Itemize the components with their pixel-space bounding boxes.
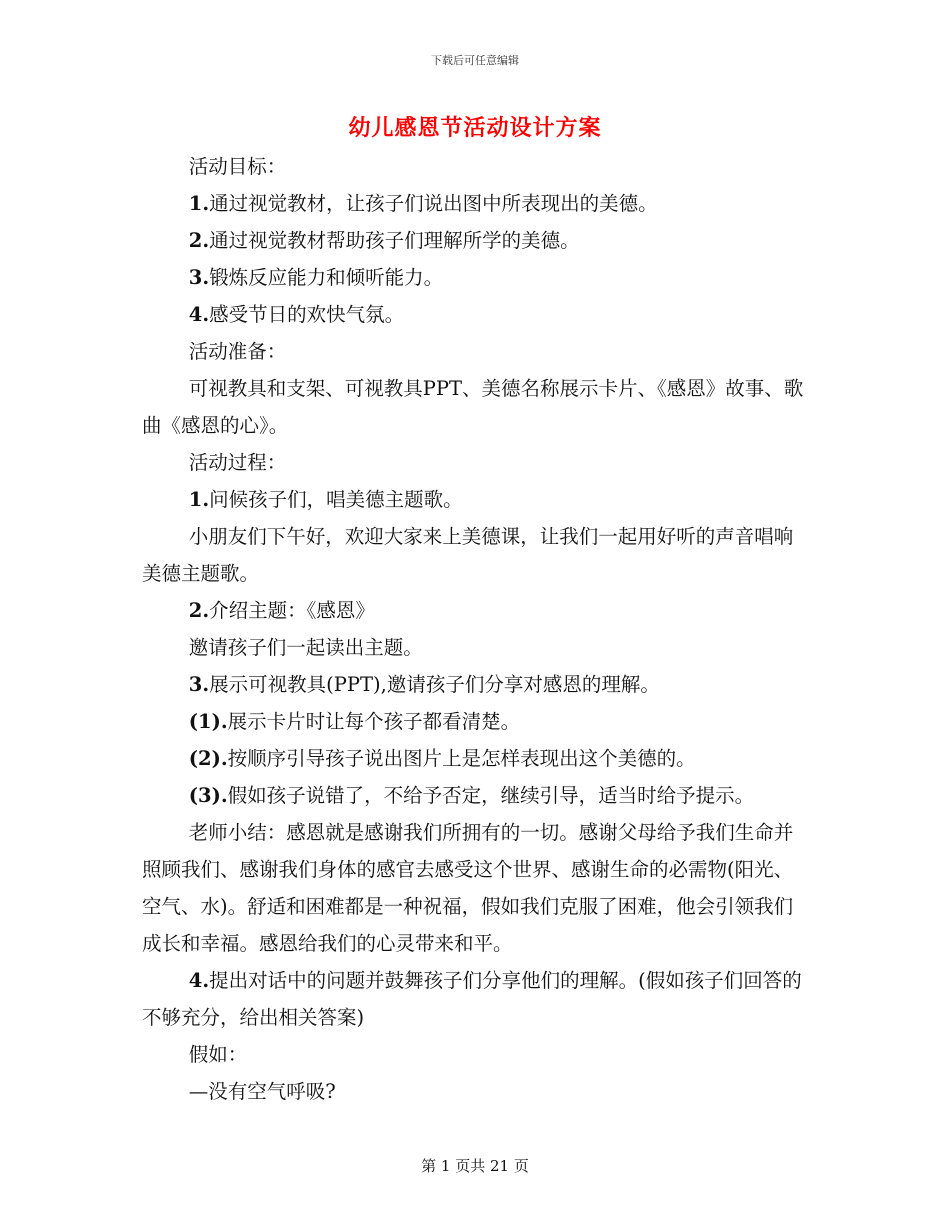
paragraph-goal-4: 4.感受节日的欢快气氛。 [188, 303, 405, 326]
paragraph-goal-1: 1.通过视觉教材，让孩子们说出图中所表现出的美德。 [188, 192, 658, 215]
page-header: 下载后可任意编辑 [431, 54, 519, 67]
document-title: 幼儿感恩节活动设计方案 [348, 116, 602, 141]
paragraph-goal-2: 2.通过视觉教材帮助孩子们理解所学的美德。 [188, 229, 580, 252]
paragraph-step-4: 4.提出对话中的问题并鼓舞孩子们分享他们的理解。(假如孩子们回答的不够充分，给出相关答案) [142, 969, 802, 1029]
paragraph-step-3: 3.展示可视教具(PPT),邀请孩子们分享对感恩的理解。 [188, 673, 660, 696]
document-body [142, 148, 812, 1110]
paragraph-step-3-sub-2: (2).按顺序引导孩子说出图片上是怎样表现出这个美德的。 [188, 747, 696, 770]
paragraph-step-1-detail: 小朋友们下午好，欢迎大家来上美德课，让我们一起用好听的声音唱响美德主题歌。 [142, 525, 794, 585]
paragraph-step-3-sub-3: (3).假如孩子说错了，不给予否定，继续引导，适当时给予提示。 [188, 784, 755, 807]
paragraph-process-heading: 活动过程： [188, 451, 287, 474]
paragraph-prep-heading: 活动准备： [188, 340, 287, 363]
paragraph-teacher-summary: 老师小结：感恩就是感谢我们所拥有的一切。感谢父母给予我们生命并照顾我们、感谢我们身体的感官去感受这个世界、感谢生命的必需物(阳光、空气、水)。舒适和困难都是一种祝福，假如我们克服了困难，他会引领我们成长和幸福。感恩给我们的心灵带来和平。 [142, 821, 794, 955]
paragraph-step-2-detail: 邀请孩子们一起读出主题。 [188, 636, 423, 659]
paragraph-goal-3: 3.锻炼反应能力和倾听能力。 [188, 266, 444, 289]
paragraph-step-2: 2.介绍主题：《感恩》 [188, 599, 375, 622]
paragraph-question-1: —没有空气呼吸? [188, 1080, 336, 1103]
paragraph-step-3-sub-1: (1).展示卡片时让每个孩子都看清楚。 [188, 710, 521, 733]
paragraph-prep-items: 可视教具和支架、可视教具PPT、美德名称展示卡片、《感恩》故事、歌曲《感恩的心》。 [142, 377, 804, 437]
paragraph-step-1: 1.问候孩子们，唱美德主题歌。 [188, 488, 463, 511]
page-footer: 第 1 页共 21 页 [421, 1157, 529, 1175]
paragraph-if-heading: 假如： [188, 1043, 248, 1066]
paragraph-goal-heading: 活动目标： [188, 155, 287, 178]
